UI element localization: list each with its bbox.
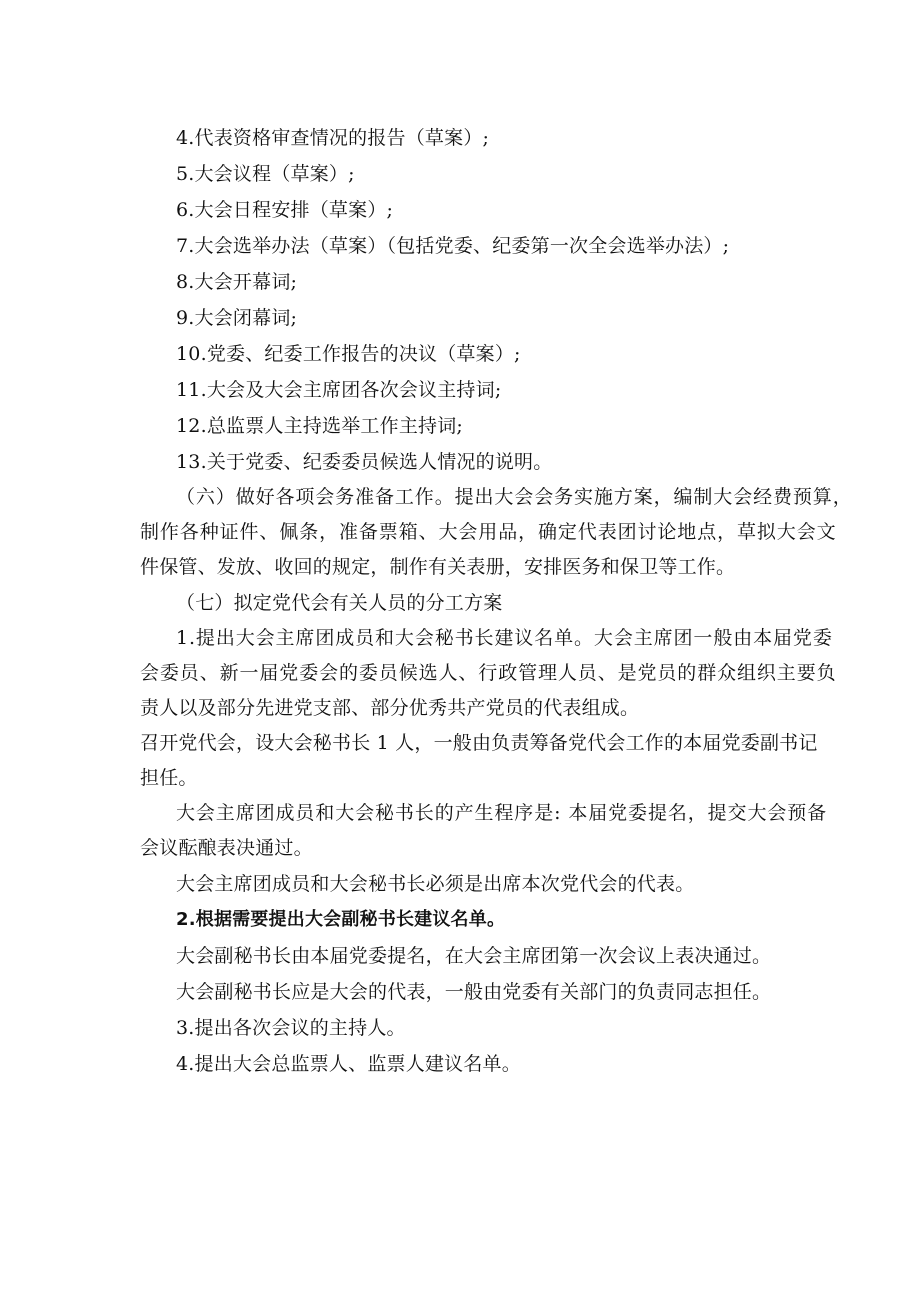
secretary-paragraph-line: 担任。: [140, 767, 198, 789]
list-item: 9.大会闭幕词;: [176, 307, 298, 329]
list-item: 6.大会日程安排（草案）;: [176, 199, 394, 221]
item-2-line: 大会副秘书长由本届党委提名，在大会主席团第一次会议上表决通过。: [176, 945, 772, 967]
item-4: 4.提出大会总监票人、监票人建议名单。: [176, 1053, 521, 1075]
section-6-paragraph-line: 制作各种证件、佩条，准备票箱、大会用品，确定代表团讨论地点，草拟大会文: [140, 521, 837, 543]
item-3: 3.提出各次会议的主持人。: [176, 1017, 406, 1039]
delegates-requirement: 大会主席团成员和大会秘书长必须是出席本次党代会的代表。: [176, 873, 695, 895]
procedure-paragraph-line: 会议酝酿表决通过。: [140, 837, 313, 859]
list-item: 5.大会议程（草案）;: [176, 163, 355, 185]
list-item: 12.总监票人主持选举工作主持词;: [176, 415, 464, 437]
list-item: 4.代表资格审查情况的报告（草案）;: [176, 127, 490, 149]
list-item: 8.大会开幕词;: [176, 271, 298, 293]
list-item: 13.关于党委、纪委委员候选人情况的说明。: [176, 451, 553, 473]
document-body: [140, 120, 853, 1082]
section-6-paragraph-line: 件保管、发放、收回的规定，制作有关表册，安排医务和保卫等工作。: [140, 556, 736, 578]
section-7-heading: （七）拟定党代会有关人员的分工方案: [176, 592, 503, 614]
secretary-paragraph-line: 召开党代会，设大会秘书长 1 人，一般由负责筹备党代会工作的本届党委副书记: [140, 732, 818, 754]
item-1-paragraph-line: 1.提出大会主席团成员和大会秘书长建议名单。大会主席团一般由本届党委: [176, 627, 833, 649]
section-6-paragraph-line: （六）做好各项会务准备工作。提出大会会务实施方案，编制大会经费预算，: [176, 486, 853, 508]
item-2-line: 大会副秘书长应是大会的代表，一般由党委有关部门的负责同志担任。: [176, 981, 772, 1003]
list-item: 7.大会选举办法（草案）（包括党委、纪委第一次全会选举办法）;: [176, 235, 730, 257]
list-item: 10.党委、纪委工作报告的决议（草案）;: [176, 343, 521, 365]
item-2-heading: 2.根据需要提出大会副秘书长建议名单。: [176, 909, 506, 930]
item-1-paragraph-line: 会委员、新一届党委会的委员候选人、行政管理人员、是党员的群众组织主要负: [140, 662, 837, 684]
item-1-paragraph-line: 责人以及部分先进党支部、部分优秀共产党员的代表组成。: [140, 697, 640, 719]
procedure-paragraph-line: 大会主席团成员和大会秘书长的产生程序是: 本届党委提名，提交大会预备: [176, 802, 828, 824]
list-item: 11.大会及大会主席团各次会议主持词;: [176, 379, 502, 401]
